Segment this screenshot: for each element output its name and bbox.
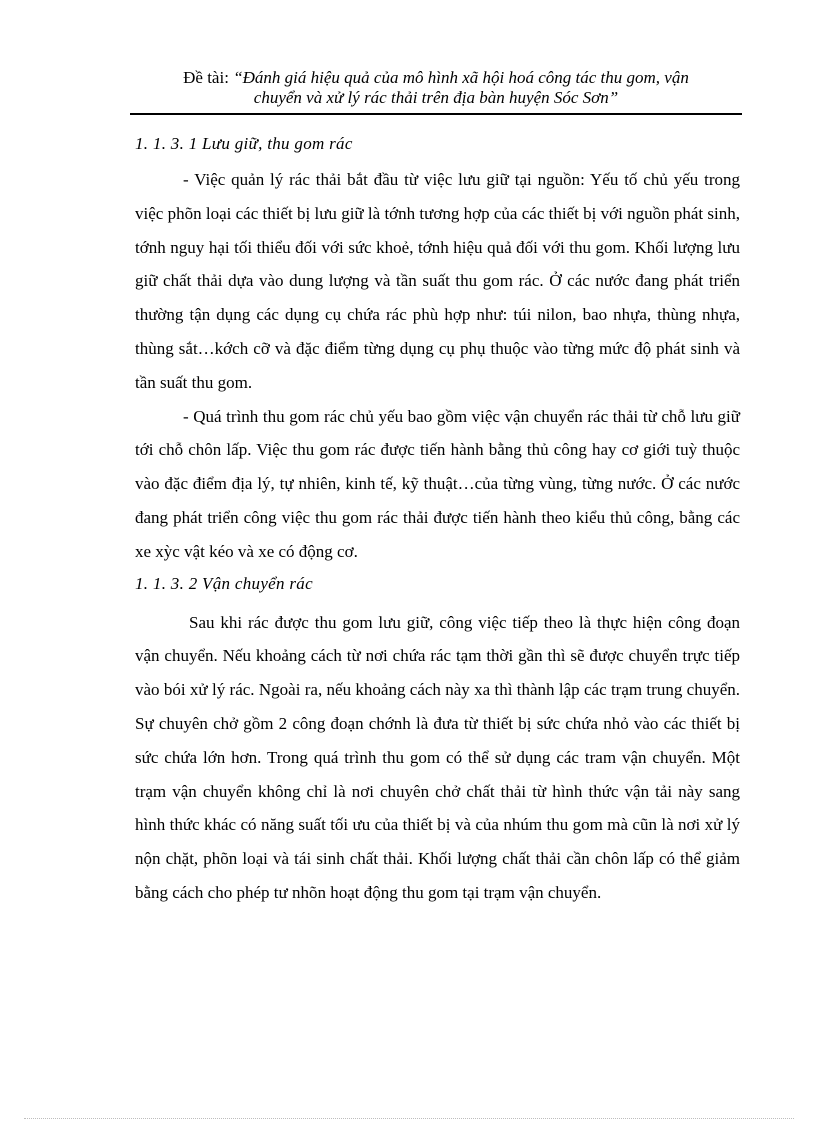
page-bottom-border (24, 1118, 794, 1119)
section-heading-2: 1. 1. 3. 2 Vận chuyển rác (135, 573, 313, 593)
paragraph: - Quá trình thu gom rác chủ yếu bao gồm việc vận chuyển rác thải từ chỗ lưu giữ tới chỗ chôn lấp. Việc thu gom rác được tiến hành bằng thủ công hay cơ giới tuỳ thuộc vào đặc điểm địa lý, tự nhiên, kinh tế, kỹ thuật…của từng vùng, từng nước. Ở các nước đang phát triển công việc thu gom rác thải được tiến hành theo kiểu thủ công, bằng các xe xỳc vật kéo và xe có động cơ. (135, 406, 740, 561)
header-line-1 (130, 68, 742, 88)
header-title-line-1: “Đánh giá hiệu quả của mô hình xã hội hoá công tác thu gom, vận (233, 68, 689, 87)
header-line-2 (130, 88, 742, 108)
header-rule (130, 113, 742, 115)
paragraph: - Việc quản lý rác thải bắt đầu từ việc lưu giữ tại nguồn: Yếu tố chủ yếu trong việc phõn loại các thiết bị lưu giữ là tớnh tương hợp của các thiết bị với nguồn phát sinh, tớnh nguy hại tối thiểu đối với sức khoẻ, tớnh hiệu quả đối với thu gom. Khối lượng lưu giữ chất thải dựa vào dung lượng và tần suất thu gom rác. Ở các nước đang phát triển thường tận dụng các dụng cụ chứa rác phù hợp như: túi nilon, bao nhựa, thùng nhựa, thùng sắt…kớch cỡ và đặc điểm từng dụng cụ phụ thuộc vào từng mức độ phát sinh và tần suất thu gom. (135, 170, 740, 392)
header-prefix: Đề tài: (183, 68, 234, 87)
section-heading-1: 1. 1. 3. 1 Lưu giữ, thu gom rác (135, 134, 353, 153)
header-title-line-2: chuyển và xử lý rác thải trên địa bàn huyện Sóc Sơn” (253, 88, 619, 107)
document-header (130, 68, 742, 108)
document-body (135, 129, 740, 910)
paragraph: Sau khi rác được thu gom lưu giữ, công việc tiếp theo là thực hiện công đoạn vận chuyển. Nếu khoảng cách từ nơi chứa rác tạm thời gần thì sẽ được chuyển trực tiếp vào bói xử lý rác. Ngoài ra, nếu khoảng cách này xa thì thành lập các trạm trung chuyển. Sự chuyên chở gồm 2 công đoạn chớnh là đưa từ thiết bị sức chứa nhỏ vào các thiết bị sức chứa lớn hơn. Trong quá trình thu gom có thể sử dụng các tram vận chuyển. Một trạm vận chuyển không chỉ là nơi chuyên chở chất thải từ hình thức vận tải này sang hình thức khác có năng suất tối ưu của thiết bị và của nhúm thu gom mà cũn là nơi xử lý nộn chặt, phõn loại và tái sinh chất thải. Khối lượng chất thải cần chôn lấp có thể giảm bằng cách cho phép tư nhõn hoạt động thu gom tại trạm vận chuyển. (135, 612, 740, 902)
